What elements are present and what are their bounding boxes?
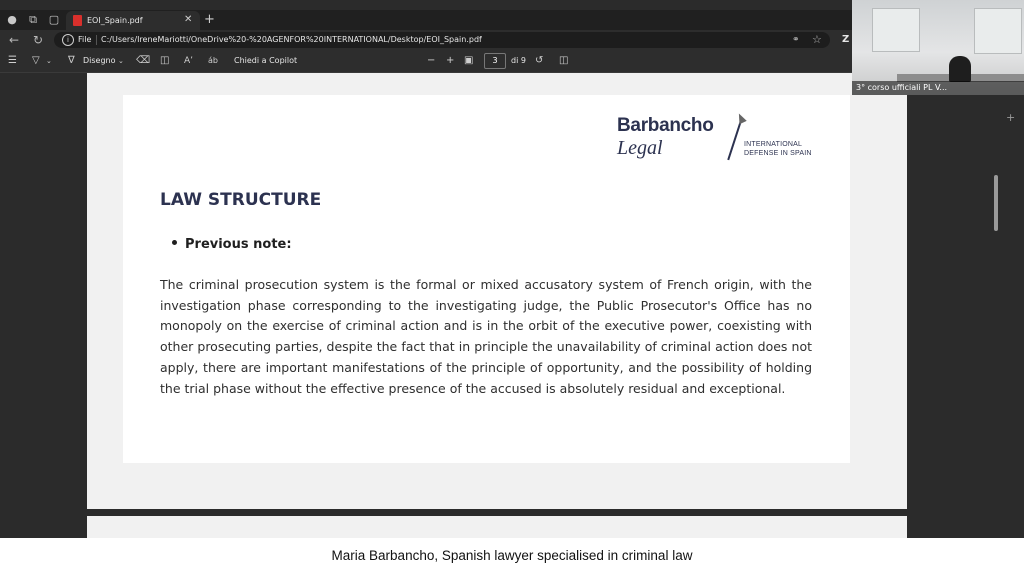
- bullet-item: [172, 236, 292, 254]
- slide-heading: LAW STRUCTURE: [160, 190, 322, 210]
- tab-title: EOI_Spain.pdf: [87, 16, 143, 25]
- reload-icon[interactable]: ↻: [33, 33, 44, 47]
- translate-icon[interactable]: áb: [208, 56, 218, 65]
- logo-barbancho: Barbancho: [617, 115, 714, 136]
- chevron-down-icon[interactable]: ⌄: [46, 57, 52, 65]
- chevron-down-icon[interactable]: ⌄: [118, 57, 124, 65]
- profile-icon[interactable]: ●: [7, 13, 17, 26]
- draw-icon[interactable]: ∇: [68, 55, 75, 66]
- eraser-icon[interactable]: ⌫: [136, 55, 151, 66]
- logo-slash: [727, 118, 742, 160]
- sidebar-add-icon[interactable]: +: [1006, 111, 1016, 124]
- tab-actions-icon[interactable]: ▢: [48, 13, 60, 26]
- page-number-input[interactable]: 3: [484, 53, 506, 69]
- rotate-icon[interactable]: ↺: [535, 55, 544, 66]
- page-view-icon[interactable]: ◫: [160, 55, 170, 66]
- logo-tagline-international: INTERNATIONAL: [744, 141, 803, 148]
- info-icon[interactable]: i: [62, 34, 74, 46]
- slide-paragraph: The criminal prosecution system is the formal or mixed accusatory system of French origin, with the investigation phase corresponding to the investigating judge, the Public Prosecutor's Office has no monopoly on the exercise of criminal action and is in the orbit of the executive power, coexisting with other prosecuting parties, despite the fact that in principle the unavailability of criminal action does not apply, there are important manifestations of the principle of opportunity, and the possibility of holding the trial phase without the effective presence of the accused is absolutely residual and exceptional.: [160, 277, 812, 396]
- page-total: di 9: [511, 56, 526, 65]
- highlight-icon[interactable]: ▽: [32, 55, 40, 66]
- logo-tagline-defense: DEFENSE IN SPAIN: [744, 150, 812, 157]
- contents-icon[interactable]: ☰: [8, 55, 17, 66]
- fit-page-icon[interactable]: ▣: [464, 55, 474, 66]
- new-tab-icon[interactable]: +: [204, 12, 215, 27]
- video-caption: Maria Barbancho, Spanish lawyer specialised in criminal law: [331, 548, 693, 563]
- tab-eoi-spain[interactable]: [66, 11, 200, 30]
- slide: [123, 95, 850, 463]
- back-arrow-icon[interactable]: ←: [9, 33, 20, 47]
- pdf-viewer: [0, 73, 1024, 538]
- two-page-icon[interactable]: ◫: [559, 55, 569, 66]
- url-text[interactable]: C:/Users/IreneMariotti/OneDrive%20-%20AGENFOR%20INTERNATIONAL/Desktop/EOI_Spain.pdf: [101, 35, 482, 44]
- video-window-right: [974, 8, 1022, 54]
- workspaces-icon[interactable]: ⧉: [29, 13, 37, 26]
- participant-label: [852, 81, 1024, 95]
- mouse-cursor-icon: [735, 112, 746, 124]
- logo-legal: Legal: [617, 137, 663, 159]
- url-field[interactable]: [54, 32, 830, 48]
- copilot-button[interactable]: Chiedi a Copilot: [234, 56, 298, 65]
- pdf-page: [87, 73, 907, 509]
- participant-name: 3° corso ufficiali PL V...: [856, 83, 948, 92]
- draw-button[interactable]: Disegno: [83, 56, 116, 65]
- scheme-label: File: [78, 35, 92, 44]
- zoom-in-icon[interactable]: +: [446, 55, 455, 66]
- zoom-icon[interactable]: ⚭: [792, 35, 800, 45]
- read-aloud-icon[interactable]: A’: [184, 56, 194, 66]
- close-tab-icon[interactable]: ✕: [184, 14, 193, 25]
- star-icon[interactable]: ☆: [812, 33, 822, 46]
- video-person: [949, 56, 971, 82]
- scrollbar-thumb[interactable]: [994, 175, 998, 231]
- bullet-dot-icon: [172, 240, 177, 245]
- pdf-file-icon: [73, 15, 82, 26]
- url-divider: [96, 35, 97, 45]
- pdf-next-page: [87, 516, 907, 538]
- z-extension-icon[interactable]: Z: [842, 34, 850, 45]
- bullet-text: Previous note:: [185, 237, 292, 252]
- zoom-out-icon[interactable]: −: [427, 55, 436, 66]
- video-window-left: [872, 8, 920, 52]
